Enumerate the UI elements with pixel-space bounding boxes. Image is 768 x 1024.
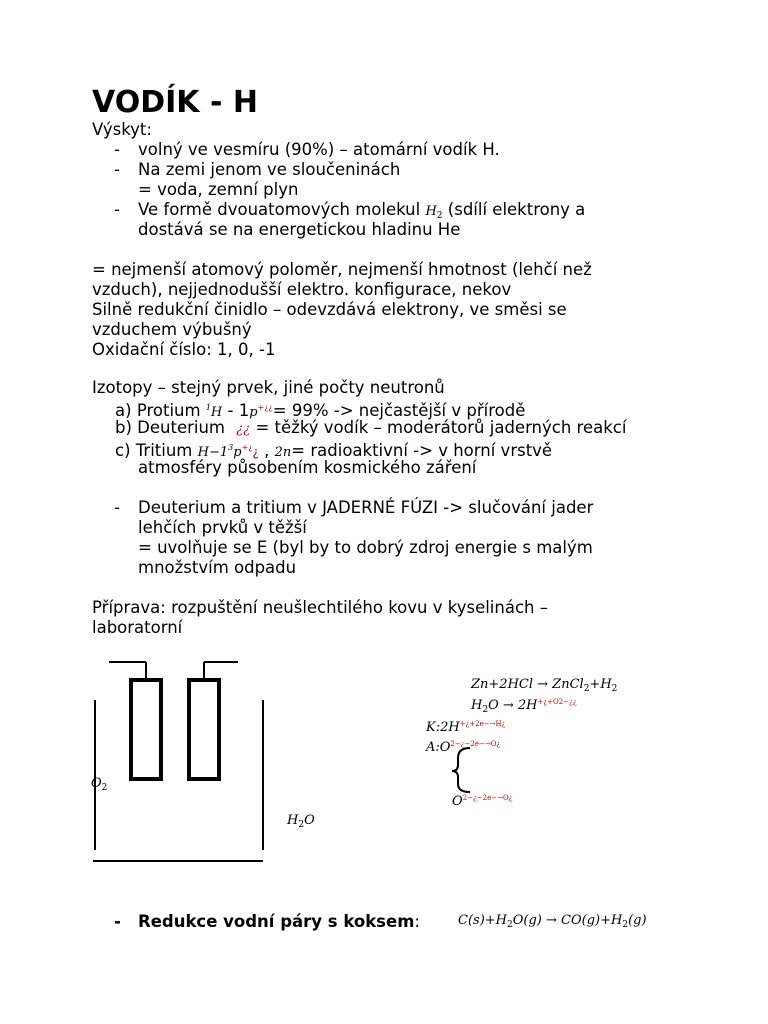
electrode-left: [131, 680, 161, 779]
vyskyt-label: Výskyt:: [92, 120, 152, 139]
izotopy-heading: Izotopy – stejný prvek, jiné počty neutronů: [92, 378, 445, 397]
bullet-dash: -: [114, 160, 120, 179]
page-title: VODÍK - H: [92, 85, 258, 120]
bullet-dash: -: [114, 200, 120, 219]
vyskyt-item-2b: = voda, zemní plyn: [138, 180, 299, 199]
oxidation-number: Oxidační číslo: 1, 0, -1: [92, 340, 276, 359]
vyskyt-item-3: Ve formě dvouatomových molekul $H_2$ (sdílí elektrony a: [138, 200, 586, 221]
property-line-3: Silně redukční činidlo – odevzdává elektrony, ve směsi se: [92, 300, 567, 319]
isotope-tritium: c) Tritium $H-1^3p^{+¿}¿$ , 2n= radioaktivní -> v horní vrstvě: [115, 441, 553, 460]
vyskyt-item-2: Na zemi jenom ve sloučeninách: [138, 160, 401, 179]
equation-oxygen: $O^{2-¿-2e-\to O¿}$: [452, 794, 513, 809]
vyskyt-item-3b: dostává se na energetickou hladinu He: [138, 220, 461, 239]
redukce-label: Redukce vodní páry s koksem:: [138, 912, 420, 931]
vyskyt-item-1: volný ve vesmíru (90%) – atomární vodík H.: [138, 140, 500, 159]
equation-cathode: $K:2H^{+¿+2e-\to H¿}$: [426, 720, 506, 735]
h2-formula: $H_2$: [425, 204, 443, 221]
priprava-line-2: laboratorní: [92, 618, 183, 637]
electrode-right: [189, 680, 219, 779]
isotope-deuterium: b) Deuterium ¿¿ = těžký vodík – moderátorů jaderných reakcí: [115, 418, 627, 437]
bullet-dash: -: [114, 912, 121, 931]
priprava-line-1: Příprava: rozpuštění neušlechtilého kovu v kyselinách –: [92, 598, 548, 617]
fuze-line-3: = uvolňuje se E (byl by to dobrý zdroj energie s malým: [138, 538, 593, 557]
bullet-dash: -: [114, 498, 120, 517]
fuze-line-1: Deuterium a tritium v JADERNÉ FÚZI -> slučování jader: [138, 498, 594, 517]
equation-water-dissociation: $H_2O \to 2H^{+¿+O2-¿¿}$: [471, 698, 577, 715]
fuze-line-2: lehčích prvků v těžší: [138, 518, 307, 537]
property-line-2: vzduch), nejjednodušší elektro. konfigurace, nekov: [92, 280, 512, 299]
isotope-tritium-line2: atmosféry působením kosmického záření: [138, 458, 477, 477]
property-line-1: = nejmenší atomový poloměr, nejmenší hmotnost (lehčí než: [92, 260, 592, 279]
property-line-4: vzduchem výbušný: [92, 320, 252, 339]
equation-zn-hcl: $Zn+2HCl \to ZnCl_2+H_2$: [471, 677, 618, 694]
h2o-label: $H_2O$: [287, 813, 315, 830]
fuze-line-4: množstvím odpadu: [138, 558, 297, 577]
o2-label: $O_2$: [91, 776, 108, 793]
isotope-protium: a) Protium $^1$H - 1p+¿¿= 99% -> nejčastější v přírodě: [115, 401, 526, 420]
bullet-dash: -: [114, 140, 120, 159]
equation-anode: $A:O^{2-¿-2e-\to O¿}$: [426, 740, 501, 755]
redukce-equation: $C(s)+H_2O(g) \to CO(g)+H_2(g)$: [458, 913, 647, 930]
